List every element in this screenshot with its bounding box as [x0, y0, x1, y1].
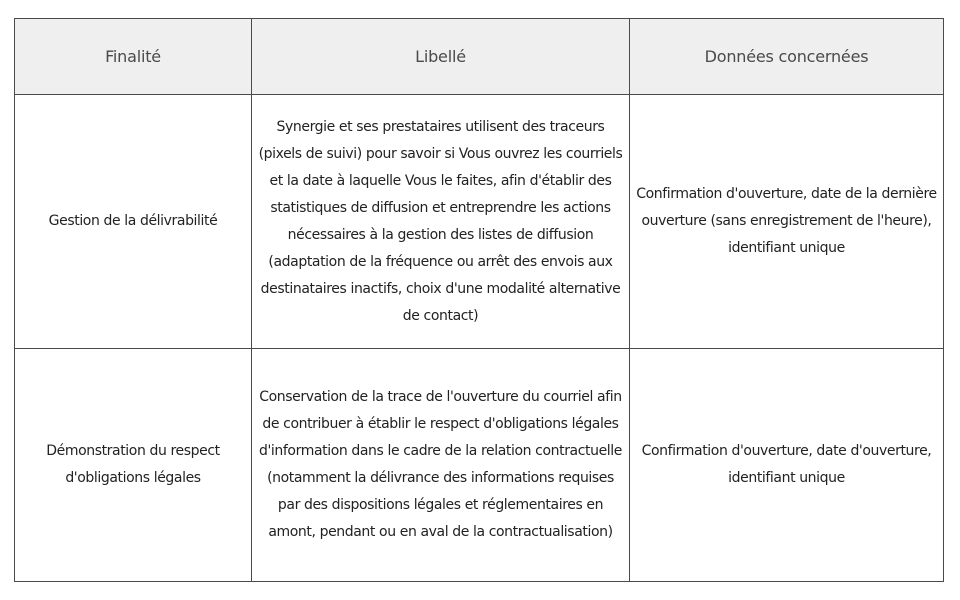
- data-table: [14, 18, 944, 582]
- table-header: [15, 19, 944, 95]
- header-row: [15, 19, 944, 95]
- cell-libelle: Conservation de la trace de l'ouverture du courriel afin de contribuer à établir le respect d'obligations légales d'information dans le cadre de la relation contractuelle (notamment la délivrance des informations requises par des dispositions légales et réglementaires en amont, pendant ou en aval de la contractualisation): [252, 349, 630, 582]
- cell-libelle: Synergie et ses prestataires utilisent des traceurs (pixels de suivi) pour savoir si Vous ouvrez les courriels et la date à laquelle Vous le faites, afin d'établir des statistiques de diffusion et entreprendre les actions nécessaires à la gestion des listes de diffusion (adaptation de la fréquence ou arrêt des envois aux destinataires inactifs, choix d'une modalité alternative de contact): [252, 95, 630, 349]
- cell-donnees: Confirmation d'ouverture, date de la dernière ouverture (sans enregistrement de l'heure), identifiant unique: [630, 95, 944, 349]
- table-body: [15, 95, 944, 582]
- header-libelle: Libellé: [252, 19, 630, 95]
- header-donnees: Données concernées: [630, 19, 944, 95]
- cell-finalite: Démonstration du respect d'obligations légales: [15, 349, 252, 582]
- table-row: [15, 95, 944, 349]
- cell-donnees: Confirmation d'ouverture, date d'ouverture, identifiant unique: [630, 349, 944, 582]
- cell-finalite: Gestion de la délivrabilité: [15, 95, 252, 349]
- header-finalite: Finalité: [15, 19, 252, 95]
- table-row: [15, 349, 944, 582]
